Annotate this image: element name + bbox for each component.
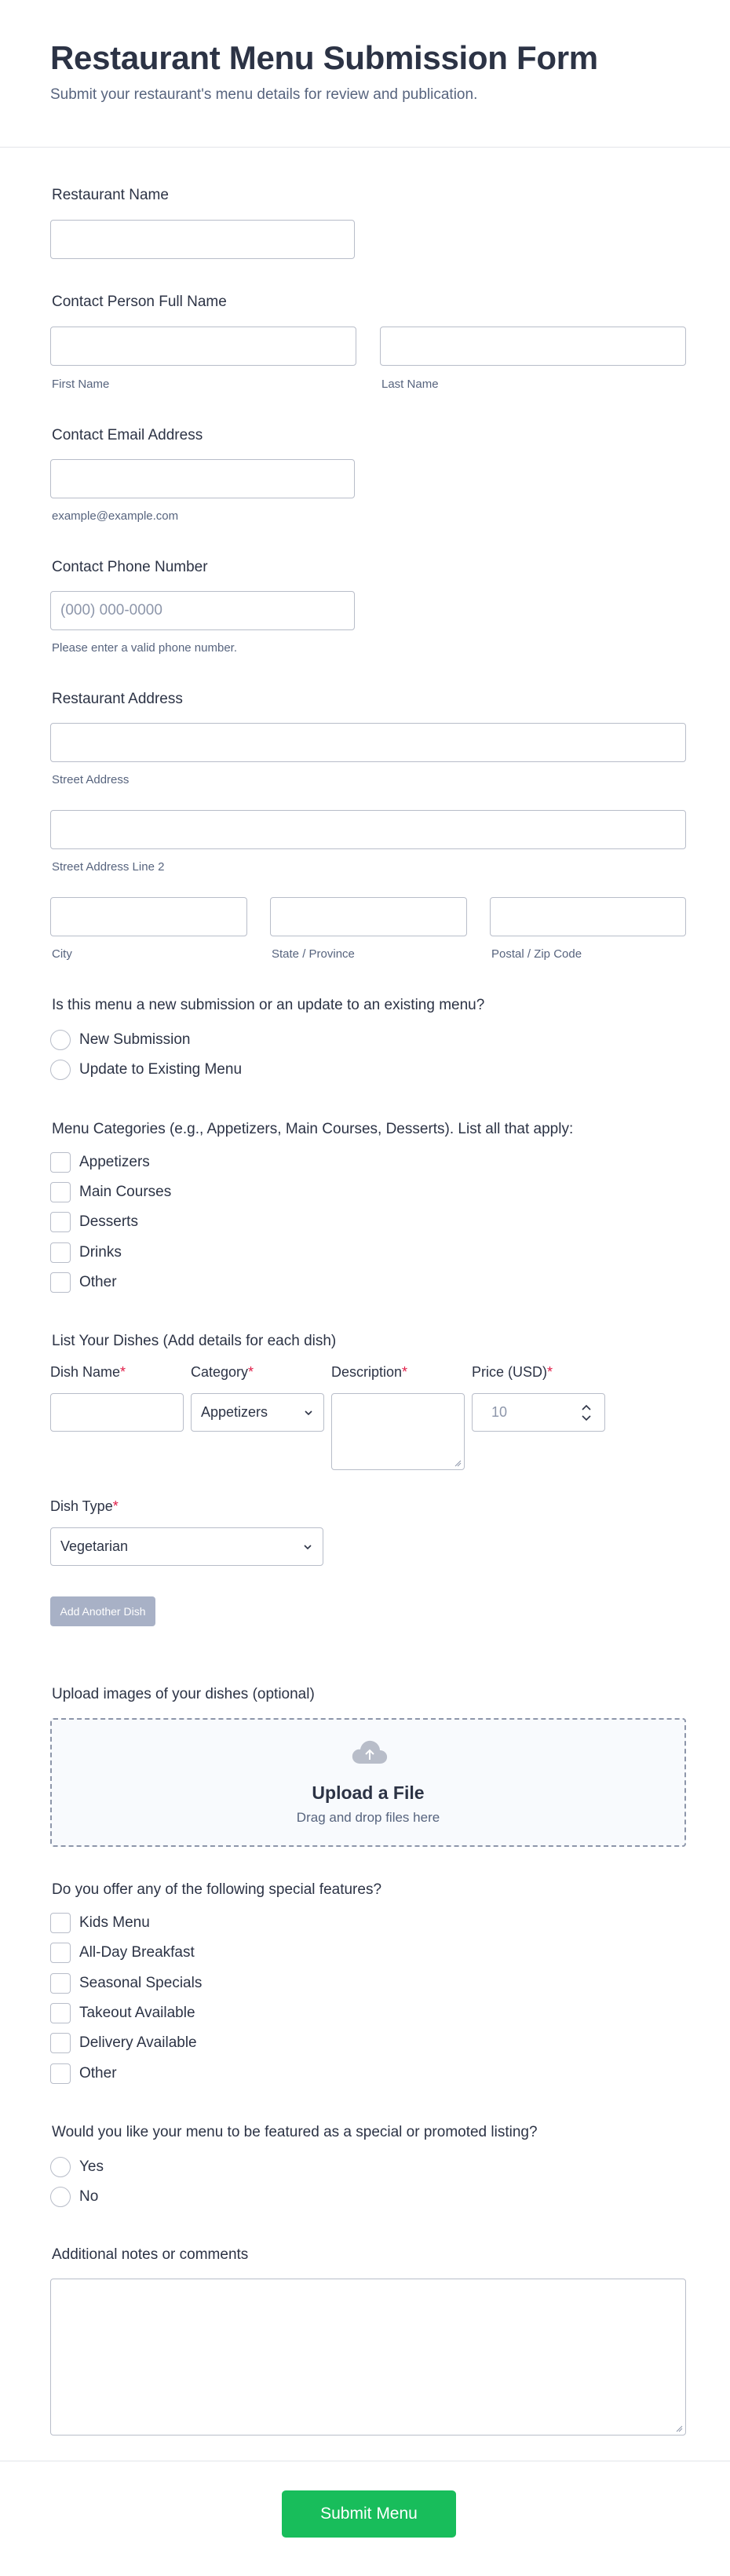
state-sublabel: State / Province: [272, 947, 355, 961]
price-placeholder: 10: [491, 1404, 508, 1420]
category-select-value: Appetizers: [201, 1404, 268, 1420]
option-other-category: Other: [79, 1274, 117, 1290]
last-name-sublabel: Last Name: [381, 378, 439, 391]
notes-label: Additional notes or comments: [52, 2246, 249, 2263]
dish-name-input[interactable]: [50, 1393, 184, 1432]
first-name-input[interactable]: [50, 327, 356, 366]
stepper-arrows-icon[interactable]: [580, 1401, 593, 1425]
option-takeout-available: Takeout Available: [79, 2005, 195, 2021]
checkbox-appetizers[interactable]: [50, 1152, 71, 1173]
dish-type-select[interactable]: [50, 1527, 323, 1566]
checkbox-delivery-available[interactable]: [50, 2033, 71, 2053]
chevron-down-icon: [302, 1542, 313, 1553]
phone-label: Contact Phone Number: [52, 559, 208, 575]
upload-title: Upload a File: [312, 1782, 425, 1803]
option-delivery-available: Delivery Available: [79, 2034, 197, 2051]
radio-update-existing[interactable]: [50, 1060, 71, 1080]
chevron-down-icon: [303, 1407, 314, 1418]
featured-label: Would you like your menu to be featured as a special or promoted listing?: [52, 2124, 538, 2140]
resize-handle-icon[interactable]: [454, 1459, 462, 1467]
restaurant-name-label: Restaurant Name: [52, 187, 169, 203]
street-address-input[interactable]: [50, 723, 686, 762]
zip-sublabel: Postal / Zip Code: [491, 947, 582, 961]
option-new-submission: New Submission: [79, 1031, 191, 1048]
contact-name-label: Contact Person Full Name: [52, 294, 227, 310]
description-header: Description*: [331, 1364, 408, 1380]
last-name-input[interactable]: [380, 327, 686, 366]
categories-label: Menu Categories (e.g., Appetizers, Main Courses, Desserts). List all that apply:: [52, 1121, 574, 1137]
email-label: Contact Email Address: [52, 427, 203, 443]
checkbox-other-feature[interactable]: [50, 2063, 71, 2084]
option-featured-yes: Yes: [79, 2158, 104, 2175]
option-update-existing: Update to Existing Menu: [79, 1061, 243, 1078]
option-drinks: Drinks: [79, 1244, 122, 1261]
option-kids-menu: Kids Menu: [79, 1914, 150, 1931]
form-header: [0, 0, 730, 148]
option-appetizers: Appetizers: [79, 1154, 150, 1170]
checkbox-takeout-available[interactable]: [50, 2003, 71, 2023]
option-main-courses: Main Courses: [79, 1184, 172, 1200]
restaurant-name-input[interactable]: [50, 220, 355, 259]
category-header: Category*: [191, 1364, 254, 1380]
resize-handle-icon[interactable]: [675, 2425, 683, 2432]
option-desserts: Desserts: [79, 1213, 138, 1230]
state-input[interactable]: [270, 897, 467, 936]
email-input[interactable]: [50, 459, 355, 498]
price-header: Price (USD)*: [472, 1364, 553, 1380]
street-address-line2-sublabel: Street Address Line 2: [52, 860, 165, 874]
description-textarea[interactable]: [331, 1393, 465, 1470]
features-label: Do you offer any of the following special features?: [52, 1881, 382, 1898]
street-address-line2-input[interactable]: [50, 810, 686, 849]
add-another-dish-button[interactable]: Add Another Dish: [50, 1596, 155, 1626]
checkbox-kids-menu[interactable]: [50, 1913, 71, 1933]
dish-type-label: Dish Type*: [50, 1498, 119, 1514]
option-seasonal-specials: Seasonal Specials: [79, 1975, 203, 1991]
checkbox-all-day-breakfast[interactable]: [50, 1943, 71, 1963]
page-subtitle: Submit your restaurant's menu details for review and publication.: [50, 86, 478, 103]
cloud-upload-icon: [351, 1739, 389, 1767]
email-sublabel: example@example.com: [52, 509, 179, 523]
first-name-sublabel: First Name: [52, 378, 110, 391]
option-all-day-breakfast: All-Day Breakfast: [79, 1944, 195, 1961]
dish-name-header: Dish Name*: [50, 1364, 126, 1380]
notes-textarea[interactable]: [50, 2279, 686, 2436]
dishes-label: List Your Dishes (Add details for each dish): [52, 1333, 337, 1349]
upload-label: Upload images of your dishes (optional): [52, 1686, 315, 1702]
option-featured-no: No: [79, 2188, 99, 2205]
checkbox-main-courses[interactable]: [50, 1182, 71, 1202]
city-sublabel: City: [52, 947, 72, 961]
radio-new-submission[interactable]: [50, 1030, 71, 1050]
checkbox-seasonal-specials[interactable]: [50, 1973, 71, 1994]
city-input[interactable]: [50, 897, 247, 936]
checkbox-other-category[interactable]: [50, 1272, 71, 1293]
category-select[interactable]: [191, 1393, 324, 1432]
dish-type-select-value: Vegetarian: [60, 1538, 129, 1554]
street-address-sublabel: Street Address: [52, 773, 130, 786]
upload-hint: Drag and drop files here: [296, 1810, 440, 1825]
file-upload-dropzone[interactable]: [50, 1718, 686, 1847]
radio-featured-yes[interactable]: [50, 2157, 71, 2177]
zip-input[interactable]: [490, 897, 686, 936]
page-title: Restaurant Menu Submission Form: [50, 39, 598, 76]
radio-featured-no[interactable]: [50, 2187, 71, 2207]
option-other-feature: Other: [79, 2065, 117, 2082]
submission-type-label: Is this menu a new submission or an update to an existing menu?: [52, 997, 485, 1013]
price-input[interactable]: [472, 1393, 605, 1432]
address-label: Restaurant Address: [52, 691, 183, 707]
checkbox-desserts[interactable]: [50, 1212, 71, 1232]
submit-menu-button[interactable]: Submit Menu: [282, 2490, 456, 2538]
phone-sublabel: Please enter a valid phone number.: [52, 641, 237, 655]
phone-input[interactable]: [50, 591, 355, 630]
checkbox-drinks[interactable]: [50, 1242, 71, 1263]
